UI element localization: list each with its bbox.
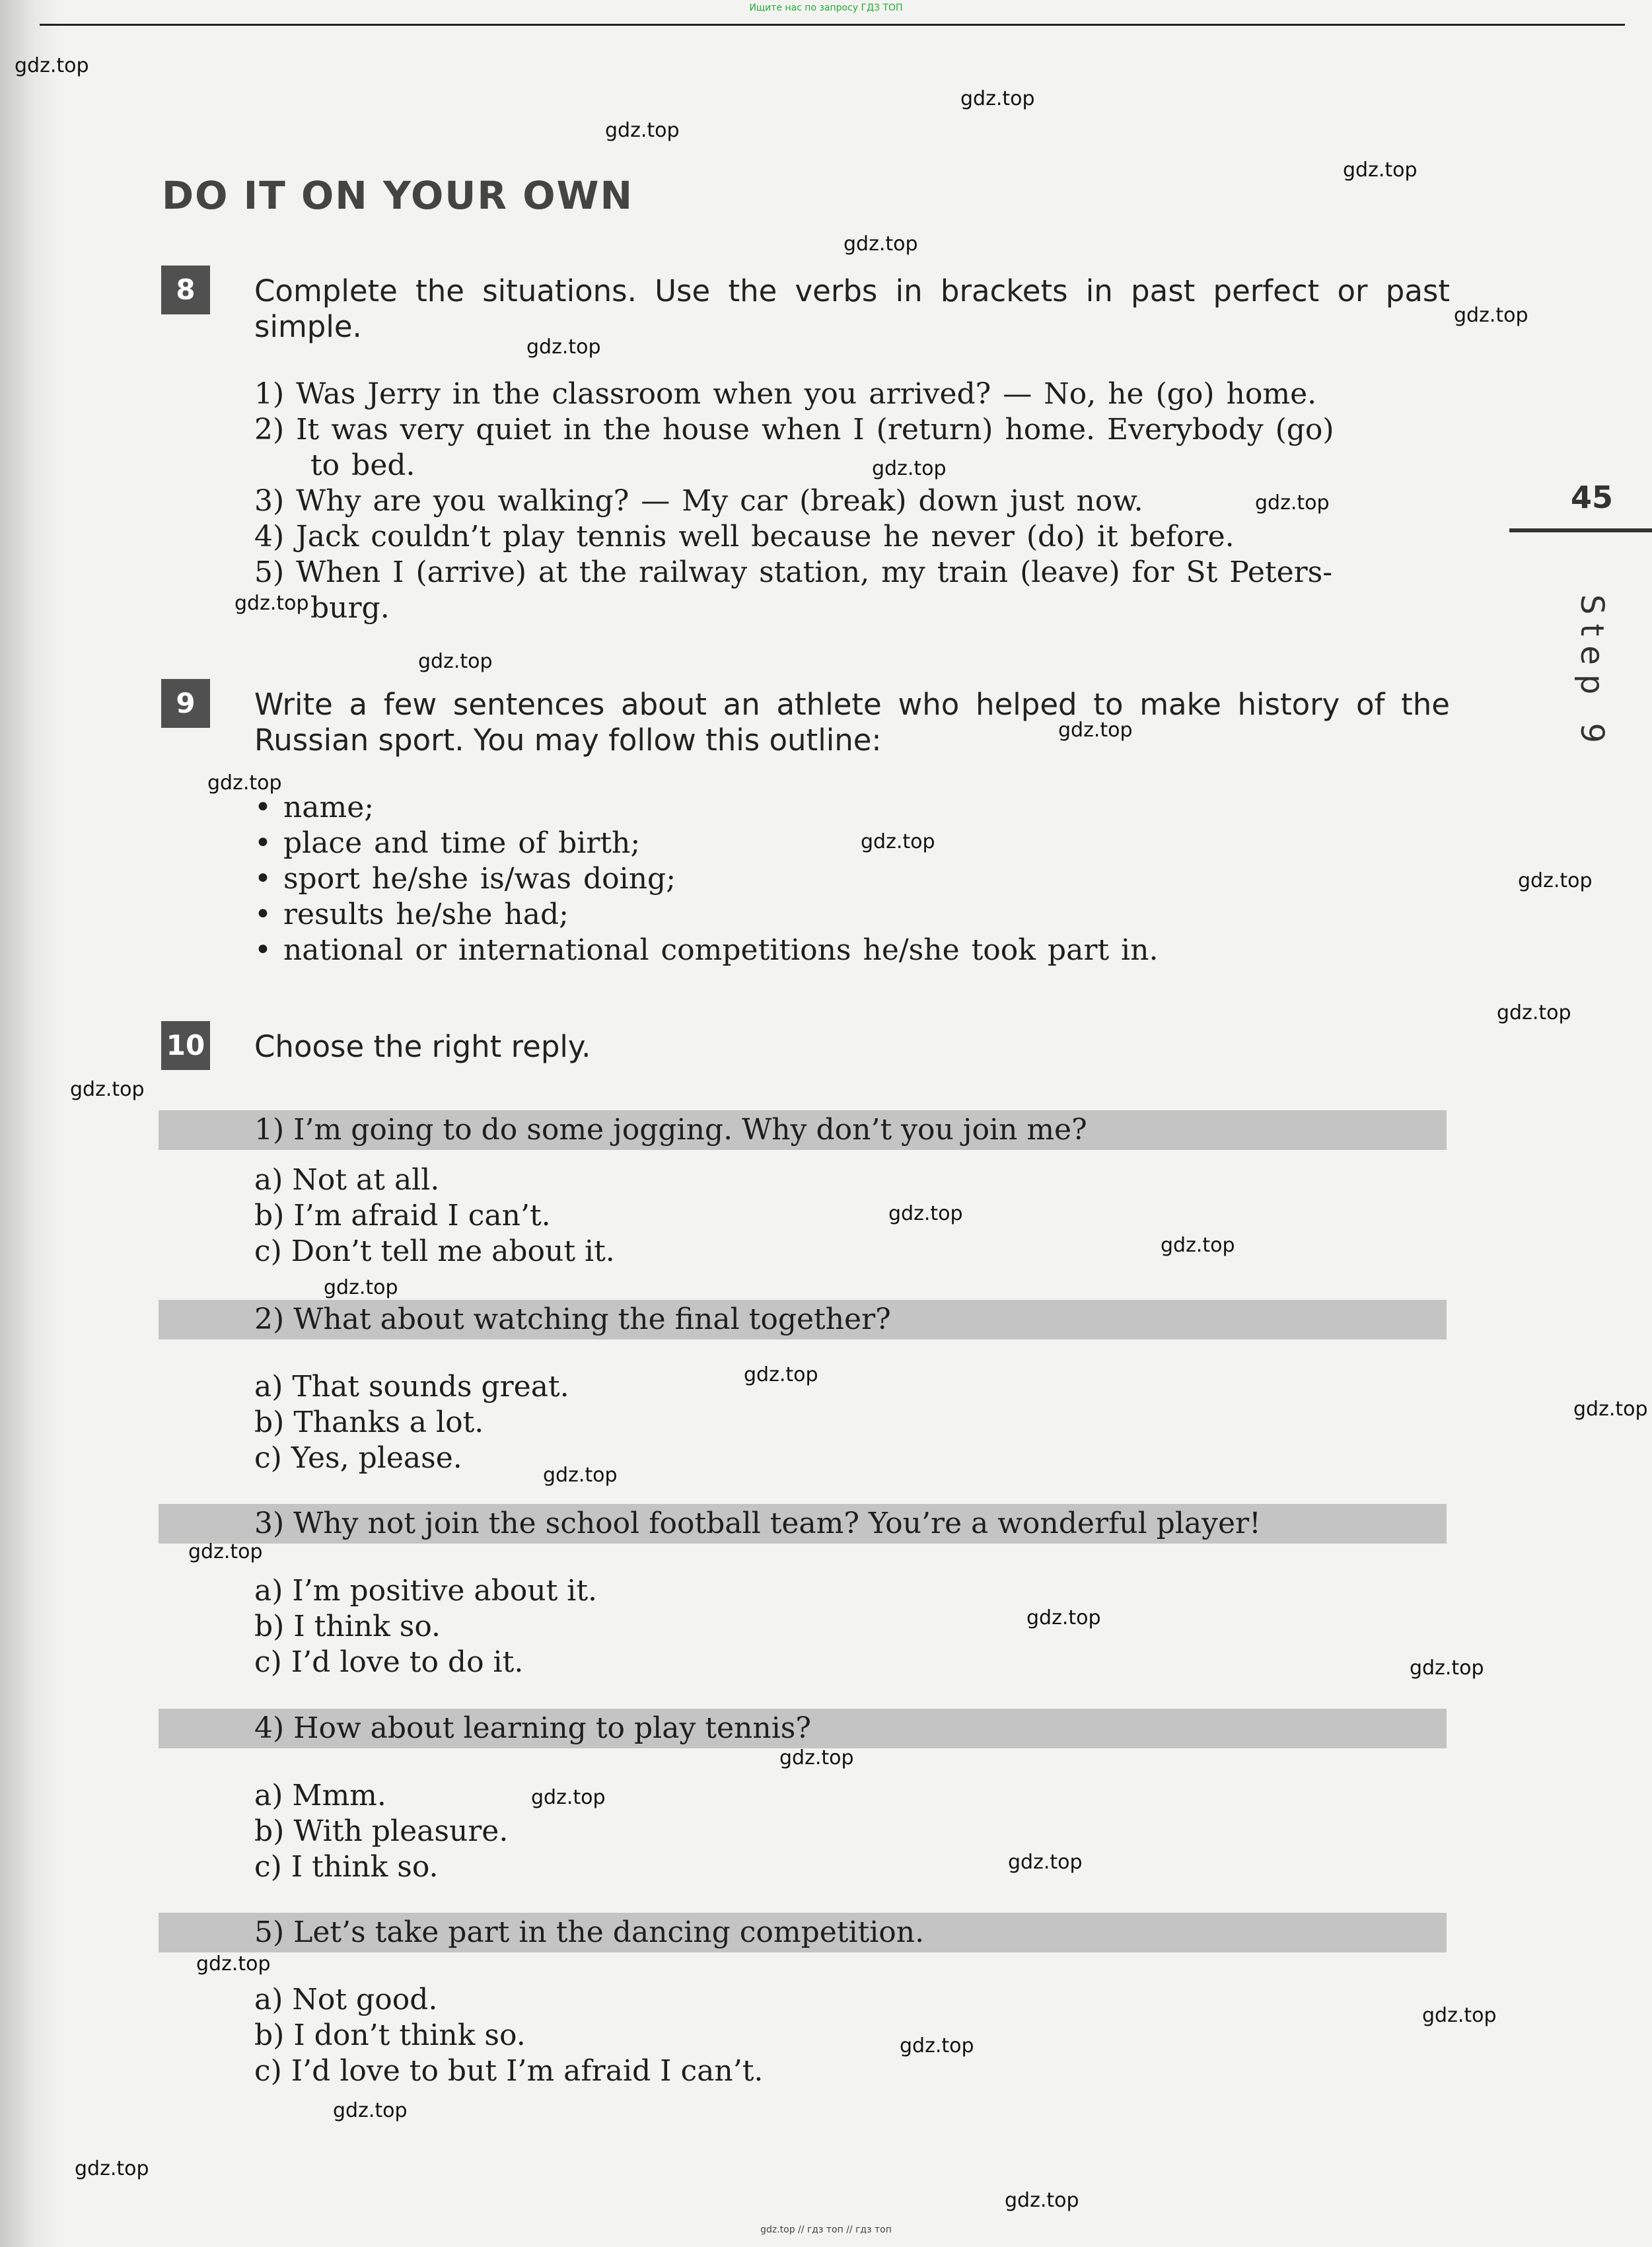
watermark: gdz.top	[861, 830, 935, 853]
watermark: gdz.top	[418, 650, 493, 673]
watermark: gdz.top	[207, 771, 282, 795]
watermark: gdz.top	[1497, 1001, 1571, 1024]
section-title: DO IT ON YOUR OWN	[162, 173, 634, 218]
question-5: 5) Let’s take part in the dancing competition.	[254, 1915, 925, 1949]
exercise-9-number: 9	[161, 679, 210, 728]
answers-1	[254, 1162, 615, 1269]
answer-option: b) With pleasure.	[254, 1814, 509, 1848]
watermark: gdz.top	[1255, 491, 1330, 515]
ex8-item-5-cont: burg.	[310, 591, 390, 625]
question-3: 3) Why not join the school football team? You’re a wonderful player!	[254, 1507, 1261, 1540]
watermark: gdz.top	[15, 54, 89, 77]
answer-option: a) Not at all.	[254, 1163, 440, 1197]
answer-option: c) I think so.	[254, 1850, 439, 1884]
watermark: gdz.top	[1454, 304, 1528, 327]
ex8-item-3: 3) Why are you walking? — My car (break) down just now.	[254, 484, 1143, 518]
question-2: 2) What about watching the final together?	[254, 1302, 891, 1336]
watermark: gdz.top	[526, 336, 601, 359]
watermark: gdz.top	[531, 1786, 606, 1809]
watermark: gdz.top	[1573, 1398, 1648, 1421]
answer-option: b) Thanks a lot.	[254, 1406, 484, 1439]
ex8-item-2-cont: to bed.	[310, 448, 415, 482]
outline-item: • place and time of birth;	[254, 826, 641, 860]
watermark: gdz.top	[744, 1363, 818, 1386]
answer-option: c) Yes, please.	[254, 1441, 462, 1475]
watermark: gdz.top	[188, 1540, 263, 1563]
watermark: gdz.top	[779, 1746, 854, 1769]
watermark: gdz.top	[960, 87, 1035, 110]
watermark: gdz.top	[900, 2034, 974, 2057]
watermark: gdz.top	[1058, 719, 1133, 742]
watermark: gdz.top	[1161, 1234, 1235, 1257]
exercise-10-instruction: Choose the right reply.	[254, 1029, 591, 1064]
outline-item: • name;	[254, 791, 375, 824]
answer-option: a) I’m positive about it.	[254, 1574, 598, 1608]
ex8-item-2: 2) It was very quiet in the house when I (return) home. Everybody (go)	[254, 413, 1334, 446]
question-1: 1) I’m going to do some jogging. Why don’t you join me?	[254, 1113, 1087, 1147]
step-label: Step 9	[1573, 594, 1610, 753]
watermark: gdz.top	[1008, 1851, 1083, 1874]
top-banner[interactable]: Ищите нас по запросу ГДЗ ТОП	[749, 3, 903, 13]
answers-4	[254, 1778, 508, 1885]
ex8-item-5: 5) When I (arrive) at the railway station, my train (leave) for St Peters-	[254, 555, 1333, 589]
answers-5	[254, 1982, 763, 2089]
exercise-8-instruction: Complete the situations. Use the verbs in brackets in past perfect or past simple.	[254, 273, 1450, 344]
exercise-9-instruction: Write a few sentences about an athlete who helped to make history of the Russian sport. You may follow this outline:	[254, 687, 1450, 758]
watermark: gdz.top	[70, 1078, 145, 1101]
top-rule	[40, 24, 1625, 26]
watermark: gdz.top	[888, 1202, 963, 1225]
outline-item: • national or international competitions he/she took part in.	[254, 933, 1159, 967]
bottom-banner[interactable]: gdz.top // гдз топ // гдз топ	[760, 2225, 892, 2235]
answer-option: b) I’m afraid I can’t.	[254, 1199, 551, 1232]
exercise-8-number: 8	[161, 266, 210, 314]
exercise-10-number: 10	[161, 1021, 210, 1070]
watermark: gdz.top	[75, 2157, 149, 2180]
watermark: gdz.top	[543, 1464, 618, 1487]
ex8-item-4: 4) Jack couldn’t play tennis well because he never (do) it before.	[254, 520, 1235, 553]
outline-item: • results he/she had;	[254, 898, 569, 931]
watermark: gdz.top	[1343, 159, 1418, 182]
answer-option: b) I think so.	[254, 1610, 441, 1643]
page-number-rule	[1509, 528, 1652, 532]
watermark: gdz.top	[605, 119, 680, 142]
answer-option: a) That sounds great.	[254, 1370, 569, 1404]
page-number: 45	[1571, 480, 1614, 515]
answers-2	[254, 1369, 569, 1476]
answer-option: c) I’d love to do it.	[254, 1645, 524, 1679]
watermark: gdz.top	[1422, 2004, 1497, 2027]
ex8-item-1: 1) Was Jerry in the classroom when you arrived? — No, he (go) home.	[254, 377, 1317, 411]
watermark: gdz.top	[1005, 2189, 1079, 2212]
watermark: gdz.top	[234, 592, 309, 615]
answer-option: c) I’d love to but I’m afraid I can’t.	[254, 2054, 764, 2088]
answer-option: a) Mmm.	[254, 1779, 386, 1812]
watermark: gdz.top	[1026, 1606, 1101, 1629]
answers-3	[254, 1573, 597, 1680]
answer-option: b) I don’t think so.	[254, 2018, 526, 2052]
watermark: gdz.top	[844, 232, 918, 256]
watermark: gdz.top	[1410, 1657, 1484, 1680]
watermark: gdz.top	[324, 1276, 398, 1299]
page-gutter-shadow	[0, 0, 59, 2247]
watermark: gdz.top	[333, 2099, 408, 2122]
answer-option: a) Not good.	[254, 1983, 438, 2016]
answer-option: c) Don’t tell me about it.	[254, 1234, 615, 1268]
exercise-9-outline	[254, 790, 1450, 968]
watermark: gdz.top	[872, 457, 947, 480]
question-4: 4) How about learning to play tennis?	[254, 1711, 811, 1745]
watermark: gdz.top	[1518, 869, 1593, 892]
outline-item: • sport he/she is/was doing;	[254, 862, 676, 896]
watermark: gdz.top	[196, 1952, 271, 1976]
